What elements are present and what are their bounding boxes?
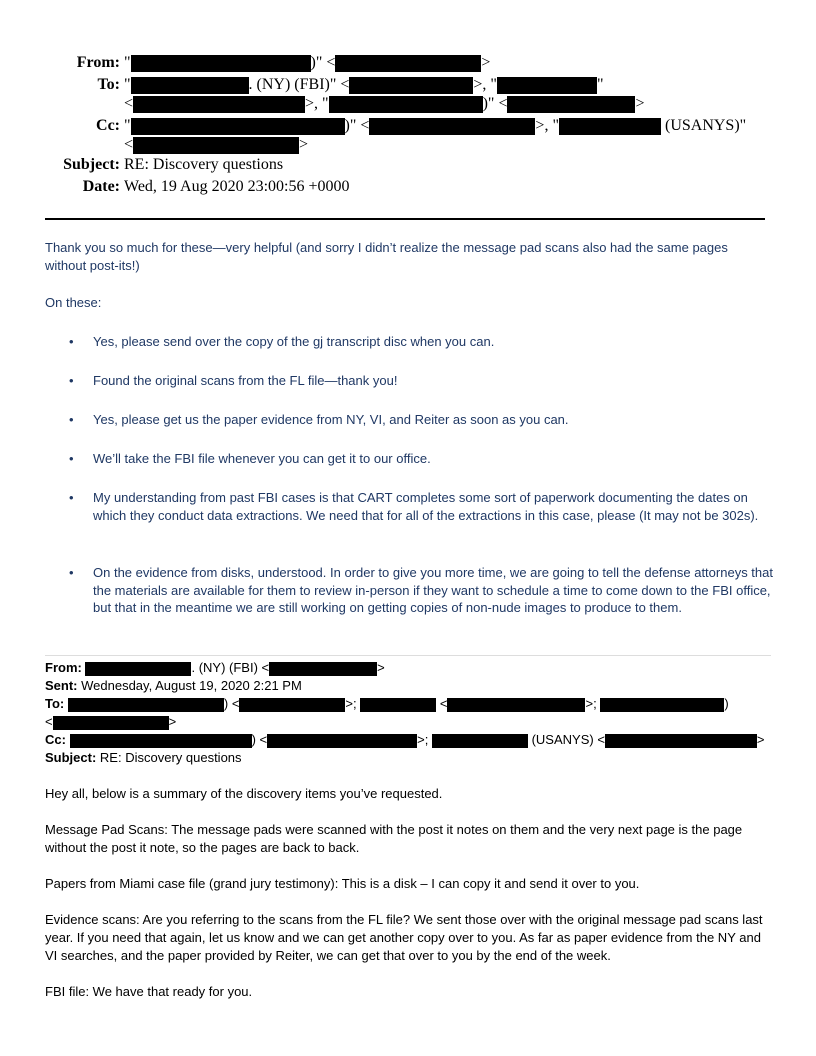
- redaction-box: [329, 96, 483, 113]
- redaction-box: [360, 698, 436, 712]
- bullet-icon: •: [69, 373, 74, 388]
- redaction-box: [497, 77, 597, 94]
- redaction-box: [70, 734, 252, 748]
- header-divider: [45, 218, 765, 220]
- redaction-box: [605, 734, 757, 748]
- bullet-icon: •: [69, 412, 74, 427]
- redaction-box: [559, 118, 661, 135]
- reply-on-these: On these:: [45, 295, 102, 310]
- to-label: To:: [97, 76, 120, 93]
- prev-paragraph-papers: Papers from Miami case file (grand jury testimony): This is a disk – I can copy it and send it over to you.: [45, 876, 640, 891]
- header-cc-row: Cc: " )" < >, " (USANYS)": [0, 115, 816, 137]
- redaction-box: [369, 118, 535, 135]
- prev-paragraph-evidence: Evidence scans: Are you referring to the scans from the FL file? We sent those over with the original message pad scans last year. If you need that again, let us know and we can get another copy over to you. As far as paper evidence from the NY and VI searches, and the paper provided by Reiter, we can get that over to you by the end of the week.: [45, 912, 763, 963]
- prev-sent-label: Sent:: [45, 678, 78, 693]
- header-subject-row: [0, 154, 816, 176]
- header-cc-row-continued: < >: [124, 136, 309, 153]
- redaction-box: [85, 662, 191, 676]
- redaction-box: [432, 734, 528, 748]
- subject-value: RE: Discovery questions: [124, 156, 284, 173]
- reply-intro: Thank you so much for these—very helpful (and sorry I didn’t realize the message pad scans also had the same pages without post-its!): [45, 240, 728, 273]
- prev-to-row-continued: < >: [45, 714, 177, 729]
- redaction-box: [267, 734, 417, 748]
- bullet-icon: •: [69, 565, 74, 580]
- prev-to-row: To: ) < >; < >; ): [45, 696, 729, 711]
- redaction-box: [133, 96, 305, 113]
- from-label: From:: [76, 54, 120, 71]
- prev-greeting: Hey all, below is a summary of the discovery items you’ve requested.: [45, 786, 443, 801]
- redaction-box: [53, 716, 169, 730]
- bullet-icon: •: [69, 490, 74, 505]
- bullet-icon: •: [69, 334, 74, 349]
- prev-from-label: From:: [45, 660, 82, 675]
- quoted-message-divider: [45, 655, 771, 656]
- prev-paragraph-fbi-file: FBI file: We have that ready for you.: [45, 984, 253, 999]
- header-to-row-continued: < >, " )" < >: [124, 95, 645, 112]
- redaction-box: [335, 55, 481, 72]
- prev-cc-row: Cc: ) < >; (USANYS) < >: [45, 732, 765, 747]
- redaction-box: [269, 662, 377, 676]
- header-date-row: [0, 176, 816, 198]
- redaction-box: [131, 77, 249, 94]
- header-to-row: To: " . (NY) (FBI)" < >, " ": [0, 74, 816, 96]
- prev-subject-value: RE: Discovery questions: [99, 750, 242, 765]
- bullet-icon: •: [69, 451, 74, 466]
- redaction-box: [131, 118, 345, 135]
- prev-to-label: To:: [45, 696, 65, 711]
- prev-from-row: From: . (NY) (FBI) < >: [45, 660, 385, 675]
- redaction-box: [68, 698, 224, 712]
- redaction-box: [600, 698, 724, 712]
- prev-subject-label: Subject:: [45, 750, 97, 765]
- date-label: Date:: [82, 178, 120, 195]
- redaction-box: [507, 96, 635, 113]
- redaction-box: [133, 137, 299, 154]
- date-value: Wed, 19 Aug 2020 23:00:56 +0000: [124, 178, 350, 195]
- header-from-row: From: " )" < >: [0, 52, 816, 74]
- prev-sent-value: Wednesday, August 19, 2020 2:21 PM: [81, 678, 302, 693]
- redaction-box: [349, 77, 473, 94]
- redaction-box: [447, 698, 585, 712]
- redaction-box: [131, 55, 311, 72]
- subject-label: Subject:: [63, 156, 120, 173]
- prev-sent-row: [45, 677, 302, 695]
- redaction-box: [239, 698, 345, 712]
- prev-cc-label: Cc:: [45, 732, 66, 747]
- prev-paragraph-message-pad: Message Pad Scans: The message pads were scanned with the post it notes on them and the very next page is the page without the post it note, so the pages are back to back.: [45, 822, 743, 855]
- prev-subject-row: [45, 749, 242, 767]
- cc-label: Cc:: [96, 117, 120, 134]
